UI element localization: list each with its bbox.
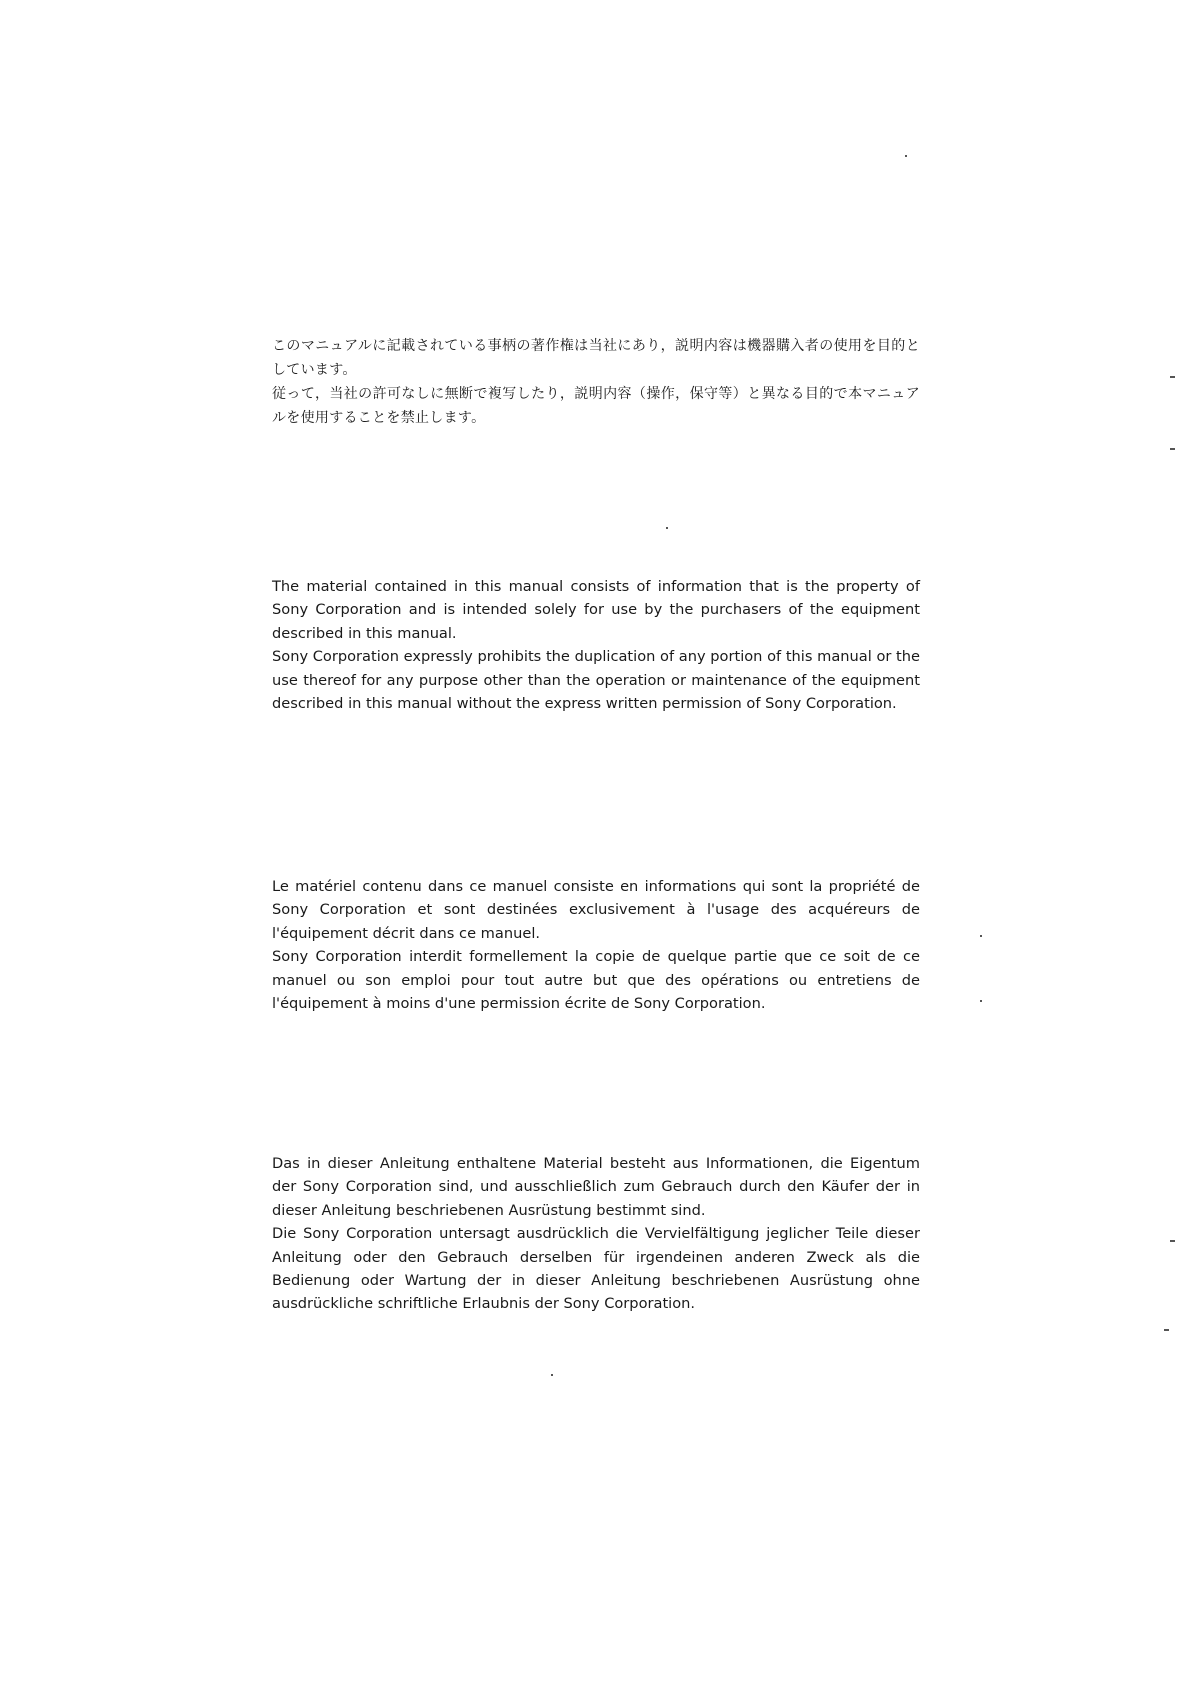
scan-speck: [1170, 376, 1175, 378]
scan-speck: [905, 155, 907, 157]
english-notice: [272, 575, 920, 715]
scan-speck: [1170, 448, 1175, 450]
japanese-paragraph-1: このマニュアルに記載されている事柄の著作権は当社にあり，説明内容は機器購入者の使用を目的としています。: [272, 338, 920, 378]
scan-speck: [1164, 1329, 1169, 1331]
french-notice: [272, 875, 920, 1015]
scan-speck: [1170, 1240, 1175, 1242]
german-paragraph-1: Das in dieser Anleitung enthaltene Material besteht aus Informationen, die Eigentum der Sony Corporation sind, und ausschließlich zum Gebrauch durch den Käufer der in dieser Anleitung beschriebenen Ausrüstung bestimmt sind.: [272, 1155, 920, 1219]
japanese-notice: [272, 334, 920, 430]
french-paragraph-1: Le matériel contenu dans ce manuel consiste en informations qui sont la propriété de Sony Corporation et sont destinées exclusivement à l'usage des acquéreurs de l'équipement décrit dans ce manuel.: [272, 878, 920, 942]
french-paragraph-2: Sony Corporation interdit formellement la copie de quelque partie que ce soit de ce manuel ou son emploi pour tout autre but que des opérations ou entretiens de l'équipement à moins d'une permission écrite de Sony Corporation.: [272, 948, 920, 1013]
scan-speck: [980, 1000, 982, 1002]
english-paragraph-1: The material contained in this manual consists of information that is the property of Sony Corporation and is intended solely for use by the purchasers of the equipment described in this manual.: [272, 578, 920, 642]
scan-speck: [980, 935, 982, 937]
scan-speck: [666, 527, 668, 529]
scan-speck: [551, 1374, 553, 1376]
english-paragraph-2: Sony Corporation expressly prohibits the duplication of any portion of this manual or the use thereof for any purpose other than the operation or maintenance of the equipment described in this manual without the express written permission of Sony Corporation.: [272, 648, 920, 713]
japanese-paragraph-2: 従って，当社の許可なしに無断で複写したり，説明内容（操作，保守等）と異なる目的で本マニュアルを使用することを禁止します。: [272, 386, 920, 426]
german-paragraph-2: Die Sony Corporation untersagt ausdrücklich die Vervielfältigung jeglicher Teile dieser Anleitung oder den Gebrauch derselben für irgendeinen anderen Zweck als die Bedienung oder Wartung der in dieser Anleitung beschriebenen Ausrüstung ohne ausdrückliche schriftliche Erlaubnis der Sony Corporation.: [272, 1225, 920, 1313]
german-notice: [272, 1152, 920, 1316]
